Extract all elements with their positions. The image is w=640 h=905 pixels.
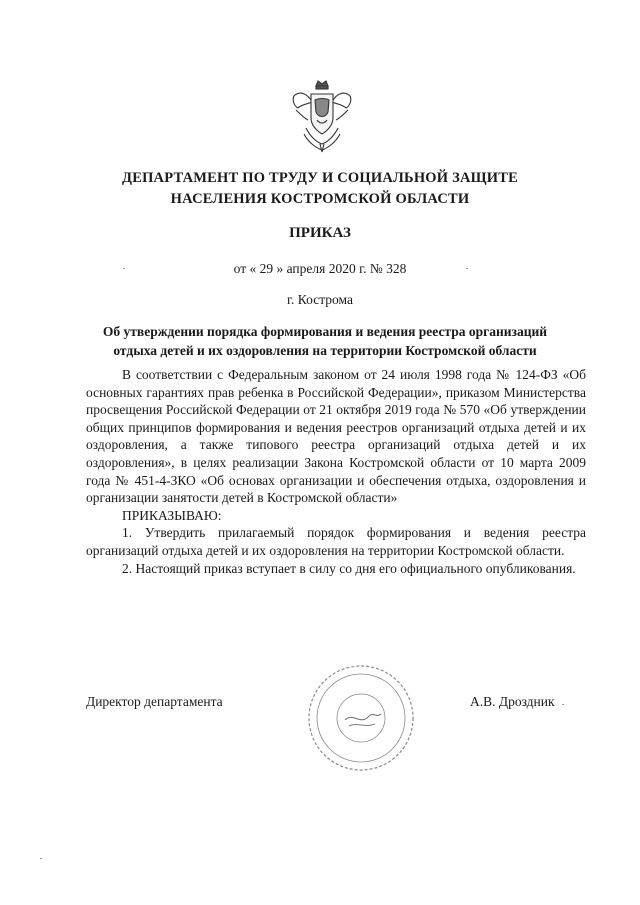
- order-date-number: от « 29 » апреля 2020 г. № 328: [233, 261, 407, 276]
- department-name-line2: НАСЕЛЕНИЯ КОСТРОМСКОЙ ОБЛАСТИ: [170, 191, 470, 207]
- department-name: [60, 168, 580, 210]
- order-item-1: 1. Утвердить прилагаемый порядок формирования и ведения реестра организаций отдыха детей и их оздоровления на территории Костромской области.: [86, 525, 586, 558]
- department-name-line1: ДЕПАРТАМЕНТ ПО ТРУДУ И СОЦИАЛЬНОЙ ЗАЩИТЕ: [122, 170, 518, 186]
- document-title: ПРИКАЗ: [289, 225, 351, 241]
- command-word: ПРИКАЗЫВАЮ:: [122, 507, 222, 523]
- official-stamp-seal: [305, 662, 417, 774]
- signer-position: Директор департамента: [86, 694, 223, 709]
- preamble-paragraph: В соответствии с Федеральным законом от 24 июля 1998 года № 124-ФЗ «Об основных гарантиях прав ребенка в Российской Федерации», приказом Министерства просвещения Российской Федерации от 21 октября 2019 года № 570 «Об утверждении общих принципов формирования и ведения реестров организаций отдыха детей и их оздоровления, а также типового реестра организаций отдыха детей и их оздоровления», в целях реализации Закона Костромской области от 10 марта 2009 года № 451-4-ЗКО «Об основах организации и обеспечения отдыха, оздоровления и организации занятости детей в Костромской области»: [86, 367, 586, 506]
- scan-speck: [562, 704, 564, 705]
- scan-speck: [123, 268, 125, 269]
- signer-name: А.В. Дроздник: [470, 694, 555, 709]
- order-subject: [80, 322, 570, 360]
- scan-speck: [40, 858, 42, 859]
- coat-of-arms-emblem: [286, 78, 358, 154]
- order-subject-line1: Об утверждении порядка формирования и ведения реестра организаций: [102, 324, 548, 339]
- order-subject-line2: отдыха детей и их оздоровления на территории Костромской области: [113, 343, 537, 358]
- order-item-2: 2. Настоящий приказ вступает в силу со дня его официального опубликования.: [122, 560, 576, 576]
- scan-speck: [466, 268, 468, 269]
- order-body: [86, 366, 586, 577]
- order-city: г. Кострома: [287, 292, 353, 307]
